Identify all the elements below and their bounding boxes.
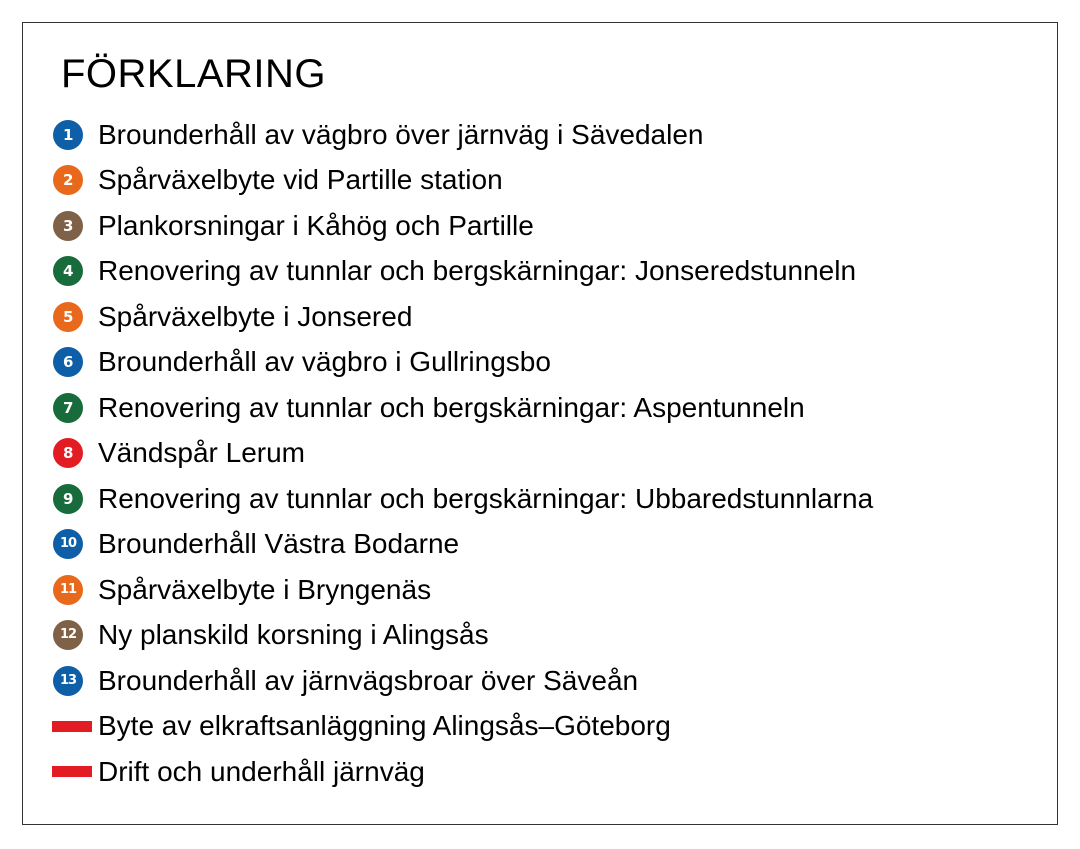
legend-item-label: Renovering av tunnlar och bergskärningar: Jonseredstunneln (98, 255, 857, 287)
legend-item-label: Renovering av tunnlar och bergskärningar: Aspentunneln (98, 391, 805, 423)
number-1-badge-icon: 1 (53, 120, 83, 150)
number-11-badge-icon: 11 (53, 575, 83, 605)
number-8-badge-icon: 8 (53, 438, 83, 468)
legend-item-label: Spårväxelbyte vid Partille station (98, 164, 503, 196)
legend-item-1 (52, 112, 873, 158)
legend-item-label: Ny planskild korsning i Alingsås (98, 619, 489, 651)
legend-item-2 (52, 158, 873, 204)
legend-item-5 (52, 294, 873, 340)
legend-item-10 (52, 522, 873, 568)
red-line-swatch-icon (52, 766, 92, 777)
legend-item-label: Renovering av tunnlar och bergskärningar: Ubbaredstunnlarna (98, 482, 874, 514)
legend-item-8 (52, 431, 873, 477)
legend-item-label: Spårväxelbyte i Jonsered (98, 300, 413, 332)
legend-item-13 (52, 658, 873, 704)
legend-item-label: Byte av elkraftsanläggning Alingsås–Göteborg (98, 710, 671, 742)
legend-item-12 (52, 613, 873, 659)
legend-item-11 (52, 567, 873, 613)
number-6-badge-icon: 6 (53, 347, 83, 377)
number-7-badge-icon: 7 (53, 393, 83, 423)
legend-item-maintenance-line (52, 749, 873, 795)
number-12-badge-icon: 12 (53, 620, 83, 650)
number-4-badge-icon: 4 (53, 256, 83, 286)
red-line-swatch-icon (52, 721, 92, 732)
legend-item-6 (52, 340, 873, 386)
number-9-badge-icon: 9 (53, 484, 83, 514)
legend-item-label: Brounderhåll Västra Bodarne (98, 528, 460, 560)
number-3-badge-icon: 3 (53, 211, 83, 241)
legend-item-label: Plankorsningar i Kåhög och Partille (98, 209, 534, 241)
legend-item-label: Brounderhåll av vägbro över järnväg i Sävedalen (98, 118, 704, 150)
legend-item-label: Spårväxelbyte i Bryngenäs (98, 573, 432, 605)
legend-title: FÖRKLARING (61, 52, 327, 96)
legend-item-label: Vändspår Lerum (98, 437, 306, 469)
legend-item-3 (52, 203, 873, 249)
legend-item-label: Brounderhåll av vägbro i Gullringsbo (98, 346, 551, 378)
legend-item-7 (52, 385, 873, 431)
number-13-badge-icon: 13 (53, 666, 83, 696)
number-5-badge-icon: 5 (53, 302, 83, 332)
number-2-badge-icon: 2 (53, 165, 83, 195)
legend-item-4 (52, 249, 873, 295)
legend-list (52, 112, 873, 795)
legend-item-power-line (52, 704, 873, 750)
number-10-badge-icon: 10 (53, 529, 83, 559)
legend-item-9 (52, 476, 873, 522)
legend-item-label: Brounderhåll av järnvägsbroar över Säveån (98, 664, 639, 696)
legend-item-label: Drift och underhåll järnväg (98, 755, 425, 787)
